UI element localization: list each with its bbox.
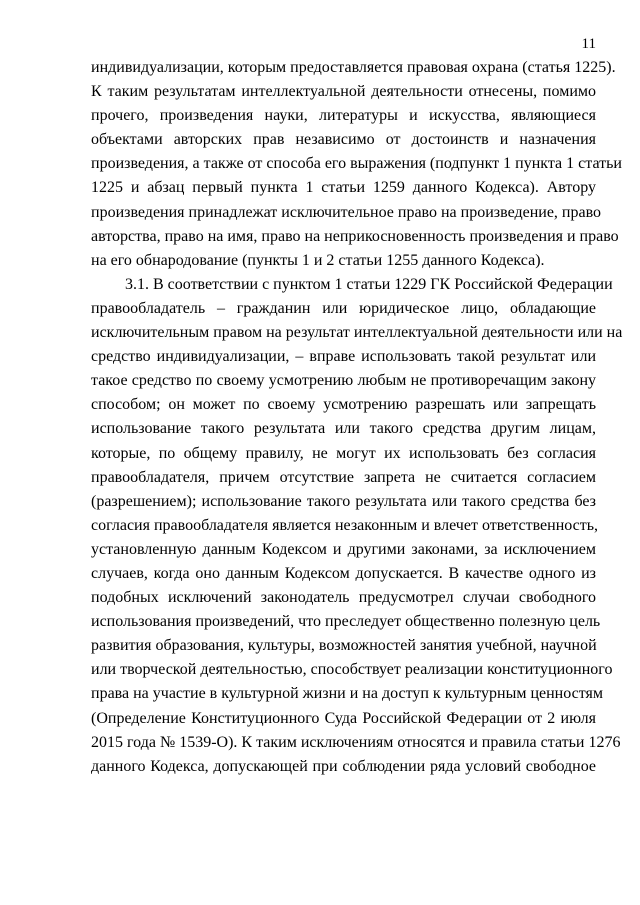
text-line: способом; он может по своему усмотрению разрешать или запрещать — [91, 396, 596, 414]
text-line: или творческой деятельностью, способствует реализации конституционного — [91, 661, 613, 679]
text-line: которые, по общему правилу, не могут их использовать без согласия — [91, 444, 596, 462]
text-line: авторства, право на имя, право на неприкосновенность произведения и право — [91, 227, 619, 245]
text-line: 2015 года № 1539-О). К таким исключениям относятся и правила статьи 1276 — [91, 733, 621, 751]
text-line: прочего, произведения науки, литературы и искусства, являющиеся — [91, 107, 596, 125]
text-line: развития образования, культуры, возможностей занятия учебной, научной — [91, 637, 597, 655]
text-line: согласия правообладателя является незаконным и влечет ответственность, — [91, 516, 599, 534]
text-line: такое средство по своему усмотрению любым не противоречащим закону — [91, 372, 596, 390]
text-line: подобных исключений законодатель предусмотрел случаи свободного — [91, 589, 596, 607]
text-line: 3.1. В соответствии с пунктом 1 статьи 1229 ГК Российской Федерации — [125, 275, 613, 293]
text-line: средство индивидуализации, – вправе использовать такой результат или — [91, 348, 596, 366]
text-line: данного Кодекса, допускающей при соблюдении ряда условий свободное — [91, 757, 596, 775]
text-line: 1225 и абзац первый пункта 1 статьи 1259 данного Кодекса). Автору — [91, 179, 596, 197]
paragraph-1 — [91, 56, 622, 273]
page-number: 11 — [581, 36, 596, 52]
text-line: (разрешением); использование такого результата или такого средства без — [91, 492, 596, 510]
text-line: права на участие в культурной жизни и на доступ к культурным ценностям — [91, 685, 603, 703]
text-line: исключительным правом на результат интеллектуальной деятельности или на — [91, 324, 623, 342]
text-line: использования произведений, что преследует общественно полезную цель — [91, 613, 601, 631]
text-line: на его обнародование (пункты 1 и 2 статьи 1255 данного Кодекса). — [91, 251, 545, 269]
text-line: случаев, когда оно данным Кодексом допускается. В качестве одного из — [91, 564, 596, 582]
text-line: использование такого результата или такого средства другим лицам, — [91, 420, 596, 438]
text-line: произведения, а также от способа его выражения (подпункт 1 пункта 1 статьи — [91, 155, 622, 173]
document-body — [91, 56, 623, 779]
text-line: произведения принадлежат исключительное право на произведение, право — [91, 203, 602, 221]
text-line: индивидуализации, которым предоставляется правовая охрана (статья 1225). — [91, 59, 616, 76]
text-line: (Определение Конституционного Суда Российской Федерации от 2 июля — [91, 709, 596, 727]
text-line: установленную данным Кодексом и другими законами, за исключением — [91, 540, 596, 558]
paragraph-2 — [91, 273, 623, 779]
text-line: правообладатель – гражданин или юридическое лицо, обладающие — [91, 299, 596, 317]
text-line: правообладателя, причем отсутствие запрета не считается согласием — [91, 468, 596, 486]
text-line: объектами авторских прав независимо от достоинств и назначения — [91, 131, 596, 149]
text-line: К таким результатам интеллектуальной деятельности отнесены, помимо — [91, 83, 596, 101]
